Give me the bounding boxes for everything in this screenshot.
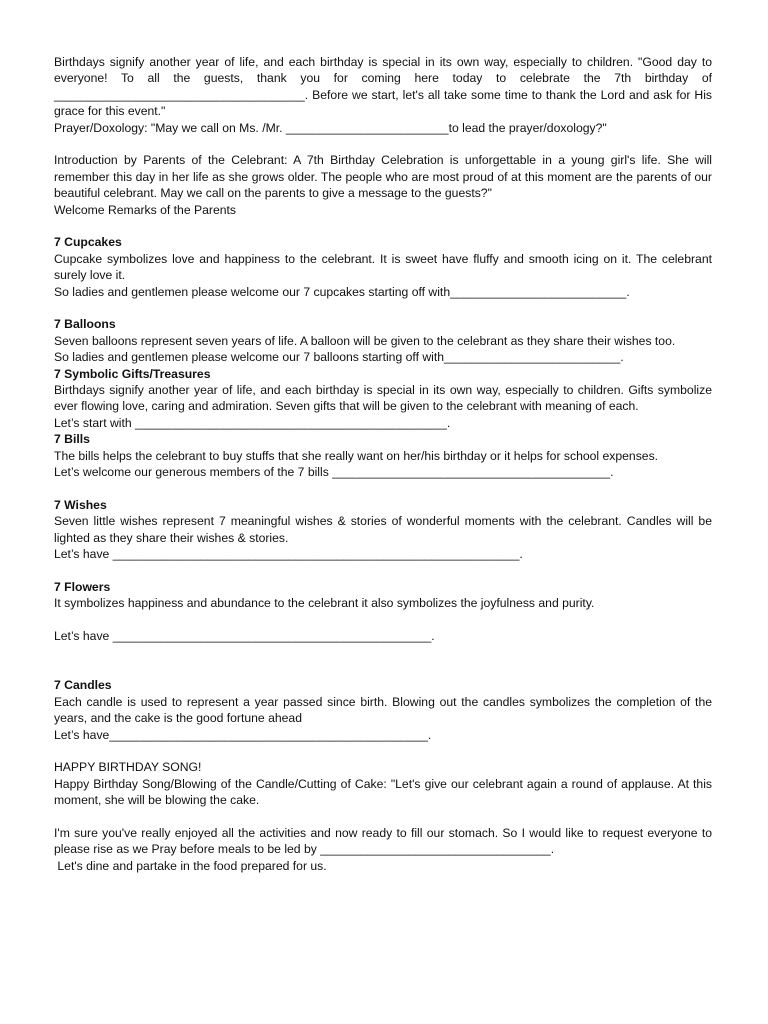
song-heading: HAPPY BIRTHDAY SONG! xyxy=(54,760,202,775)
prayer-line: Prayer/Doxology: "May we call on Ms. /Mr. ________________________to lead the prayer/doxology?" xyxy=(54,120,607,135)
song-text: Happy Birthday Song/Blowing of the Candle/Cutting of Cake: "Let's give our celebrant again a round of applause. At this moment, she will be blowing the cake. xyxy=(54,776,712,808)
candles-text: Each candle is used to represent a year passed since birth. Blowing out the candles symbolizes the completion of the years, and the cake is the good fortune ahead xyxy=(54,694,712,726)
document-page xyxy=(54,54,712,874)
spacer xyxy=(54,809,712,825)
balloons-welcome: So ladies and gentlemen please welcome our 7 balloons starting off with__________________________. xyxy=(54,350,624,365)
bills-text: The bills helps the celebrant to buy stuffs that she really want on her/his birthday or it helps for school expenses. xyxy=(54,448,659,463)
closing-text: I'm sure you've really enjoyed all the activities and now ready to fill our stomach. So I would like to request everyone to please rise as we Pray before meals to be led by __________________________________. xyxy=(54,825,712,857)
bills-heading: 7 Bills xyxy=(54,432,90,447)
flowers-heading: 7 Flowers xyxy=(54,579,111,594)
candles-have: Let’s have_______________________________________________. xyxy=(54,727,432,742)
cupcakes-heading: 7 Cupcakes xyxy=(54,235,122,250)
bills-welcome: Let’s welcome our generous members of the 7 bills _________________________________________. xyxy=(54,465,614,480)
closing-dine: Let's dine and partake in the food prepared for us. xyxy=(54,858,327,873)
spacer xyxy=(54,218,712,234)
spacer xyxy=(54,612,712,628)
spacer xyxy=(54,136,712,152)
spacer xyxy=(54,563,712,579)
balloons-text: Seven balloons represent seven years of life. A balloon will be given to the celebrant as they share their wishes too. xyxy=(54,333,676,348)
cupcakes-text: Cupcake symbolizes love and happiness to the celebrant. It is sweet have fluffy and smooth icing on it. The celebrant surely love it. xyxy=(54,251,712,283)
spacer xyxy=(54,645,712,661)
parents-introduction: Introduction by Parents of the Celebrant: A 7th Birthday Celebration is unforgettable in a young girl's life. She will remember this day in her life as she grows older. The people who are most proud of at this moment are the parents of our beautiful celebrant. May we call on the parents to give a message to the guests?" xyxy=(54,153,712,201)
spacer xyxy=(54,481,712,497)
spacer xyxy=(54,661,712,677)
wishes-text: Seven little wishes represent 7 meaningful wishes & stories of wonderful moments with the celebrant. Candles will be lighted as they share their wishes & stories. xyxy=(54,514,712,545)
wishes-have: Let’s have ____________________________________________________________. xyxy=(54,547,523,562)
flowers-text: It symbolizes happiness and abundance to the celebrant it also symbolizes the joyfulness and purity. xyxy=(54,596,595,611)
spacer xyxy=(54,743,712,759)
gifts-start: Let’s start with ______________________________________________. xyxy=(54,415,451,430)
welcome-remarks: Welcome Remarks of the Parents xyxy=(54,202,236,217)
flowers-have: Let’s have _______________________________________________. xyxy=(54,629,435,644)
wishes-heading: 7 Wishes xyxy=(54,497,107,512)
candles-heading: 7 Candles xyxy=(54,678,112,693)
gifts-text: Birthdays signify another year of life, and each birthday is special in its own way, especially to children. Gifts symbolize ever flowing love, caring and admiration. Seven gifts that will be given to the celebrant with meaning of each. xyxy=(54,383,712,414)
balloons-heading: 7 Balloons xyxy=(54,317,116,332)
spacer xyxy=(54,300,712,316)
intro-paragraph: Birthdays signify another year of life, and each birthday is special in its own way, especially to children. "Good day to everyone! To all the guests, thank you for coming here today to celebrate the 7th birthday of _____________________________________. Before we start, let's all take some time to thank the Lord and ask for His grace for this event." xyxy=(54,55,712,119)
cupcakes-welcome: So ladies and gentlemen please welcome our 7 cupcakes starting off with__________________________. xyxy=(54,284,630,299)
gifts-heading: 7 Symbolic Gifts/Treasures xyxy=(54,366,211,381)
